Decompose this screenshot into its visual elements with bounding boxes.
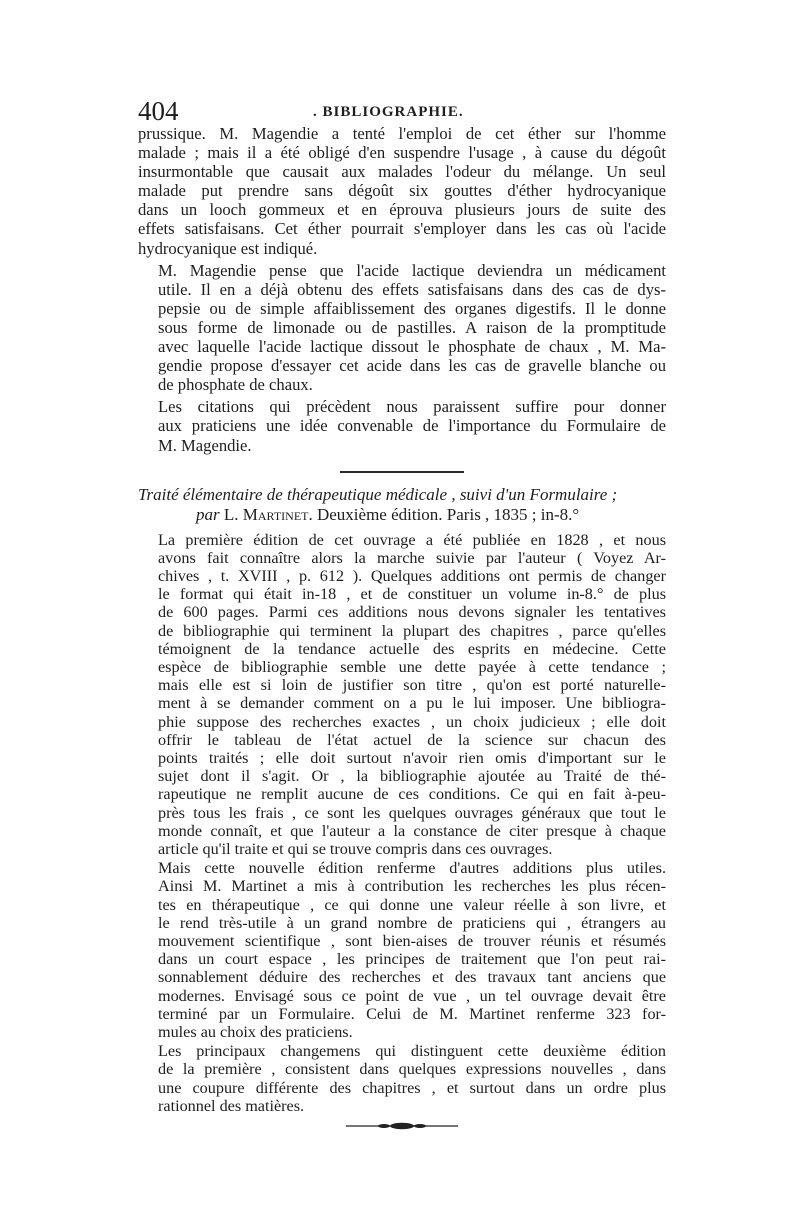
entry-author: L. Martinet. xyxy=(223,504,313,524)
text-line: modernes. Envisagé sous ce point de vue , un tel ouvrage devait être xyxy=(158,986,666,1005)
entry-title-line1: Traité élémentaire de thérapeutique médicale , suivi d'un Formulaire ; xyxy=(138,484,618,504)
text-line: mais elle est si loin de justifier son titre , qu'on est porté naturelle- xyxy=(158,676,666,695)
text-line: utile. Il en a déjà obtenu des effets satisfaisans dans des cas de dys- xyxy=(158,279,666,299)
review-entry-title xyxy=(138,485,666,525)
section-divider xyxy=(340,471,464,473)
text-line: rationnel des matières. xyxy=(158,1096,305,1115)
text-line: article qu'il traite et qui se trouve compris dans ces ouvrages. xyxy=(158,840,553,859)
text-line: rapeutique ne remplit aucune de ces conditions. Ce qui en fait à-peu- xyxy=(158,785,666,804)
text-line: aux praticiens une idée convenable de l'importance du Formulaire de xyxy=(158,416,666,436)
text-line: La première édition de cet ouvrage a été publiée en 1828 , et nous xyxy=(158,530,666,549)
entry-title-line2 xyxy=(138,505,658,525)
text-line: insurmontable que causait aux malades l'odeur du mélange. Un seul xyxy=(138,162,666,182)
text-line: chives , t. XVIII , p. 612 ). Quelques additions ont permis de changer xyxy=(158,567,666,585)
text-line: près tous les frais , ce sont les quelques ouvrages généraux que tout le xyxy=(158,803,666,822)
text-line: Ainsi M. Martinet a mis à contribution les recherches les plus récen- xyxy=(158,877,666,896)
text-line: ment à se demander comment on a pu le lui imposer. Une bibliogra- xyxy=(158,694,666,713)
running-head: . BIBLIOGRAPHIE. xyxy=(313,104,464,120)
page-number: 404 xyxy=(138,96,179,126)
paragraph-lactic-acid xyxy=(138,261,666,395)
text-line: malade put prendre sans dégoût six gouttes d'éther hydrocyanique xyxy=(138,181,666,201)
text-line: de bibliographie qui terminent la plupart des chapitres , parce qu'elles xyxy=(158,621,666,640)
text-line: hydrocyanique est indiqué. xyxy=(138,238,318,258)
text-line: M. Magendie. xyxy=(158,435,252,455)
paragraph-ether xyxy=(138,124,666,258)
text-line: gendie propose d'essayer cet acide dans les cas de gravelle blanche ou xyxy=(158,356,666,376)
page-text xyxy=(138,124,666,1131)
review-body xyxy=(138,531,666,1116)
text-line: M. Magendie pense que l'acide lactique deviendra un médicament xyxy=(158,260,666,280)
text-line: dans un court espace , les principes de traitement que l'on peut rai- xyxy=(158,950,666,969)
text-line: sous forme de limonade ou de pastilles. A raison de la promptitude xyxy=(158,317,666,337)
text-line: dans un looch gommeux et en éprouva plusieurs jours de suite des xyxy=(138,200,666,220)
text-line: mouvement scientifique , sont bien-aises de trouver réunis et résumés xyxy=(158,932,666,951)
text-line: le format qui était in-18 , et de constituer un volume in-8.° de plus xyxy=(158,585,666,604)
text-line: pepsie ou de simple affaiblissement des organes digestifs. Il le donne xyxy=(158,298,666,318)
text-line: prussique. M. Magendie a tenté l'emploi de cet éther sur l'homme xyxy=(138,124,666,143)
text-line: sujet dont il s'agit. Or , la bibliographie ajoutée au Traité de thé- xyxy=(158,767,666,786)
text-line: malade ; mais il a été obligé d'en suspendre l'usage , à cause du dégoût xyxy=(138,143,666,163)
paragraph-useful-additions xyxy=(138,859,666,1041)
text-line: avons fait connaître alors la marche suivie par l'auteur ( Voyez Ar- xyxy=(158,548,666,567)
text-line: de phosphate de chaux. xyxy=(158,375,313,395)
text-line: sonnablement déduire des recherches et des travaux tant anciens que xyxy=(158,968,666,987)
text-line: phie suppose des recherches exactes , un choix judicieux ; elle doit xyxy=(158,712,666,731)
text-line: monde connaît, et que l'auteur a la constance de citer presque à chaque xyxy=(158,821,666,840)
text-line: tes en thérapeutique , ce qui donne une valeur réelle à son livre, et xyxy=(158,895,666,914)
entry-par: par xyxy=(196,504,220,524)
text-line: avec laquelle l'acide lactique dissout le phosphate de chaux , M. Ma- xyxy=(158,337,666,357)
text-line: de 600 pages. Parmi ces additions nous devons signaler les tentatives xyxy=(158,603,666,622)
text-line: mules au choix des praticiens. xyxy=(158,1023,353,1042)
paragraph-citations xyxy=(138,397,666,454)
text-line: points traités ; elle doit surtout n'avoir rien omis d'important sur le xyxy=(158,749,666,768)
paragraph-first-edition xyxy=(138,531,666,859)
text-line: Les principaux changemens qui distinguent cette deuxième édition xyxy=(158,1042,666,1061)
text-line: témoignent de la tendance actuelle des esprits en médecine. Cette xyxy=(158,639,666,658)
text-line: offrir le tableau de l'état actuel de la science sur chacun des xyxy=(158,730,666,749)
text-line: de la première , consistent dans quelques expressions nouvelles , dans xyxy=(158,1060,666,1079)
entry-publication: Deuxième édition. Paris , 1835 ; in-8.° xyxy=(312,504,580,524)
end-ornament xyxy=(342,1121,462,1131)
text-line: Les citations qui précèdent nous paraissent suffire pour donner xyxy=(158,397,666,417)
text-line: espèce de bibliographie semble une dette payée à cette tendance ; xyxy=(158,658,666,677)
text-line: terminé par un Formulaire. Celui de M. Martinet renferme 323 for- xyxy=(158,1004,666,1023)
text-line: une coupure différente des chapitres , et surtout dans un ordre plus xyxy=(158,1078,666,1097)
text-line: effets satisfaisans. Cet éther pourrait s'employer dans les cas où l'acide xyxy=(138,219,666,239)
text-line: Mais cette nouvelle édition renferme d'autres additions plus utiles. xyxy=(158,859,666,878)
paragraph-changes xyxy=(138,1042,666,1115)
text-line: le rend très-utile à un grand nombre de praticiens qui , étrangers au xyxy=(158,913,666,932)
